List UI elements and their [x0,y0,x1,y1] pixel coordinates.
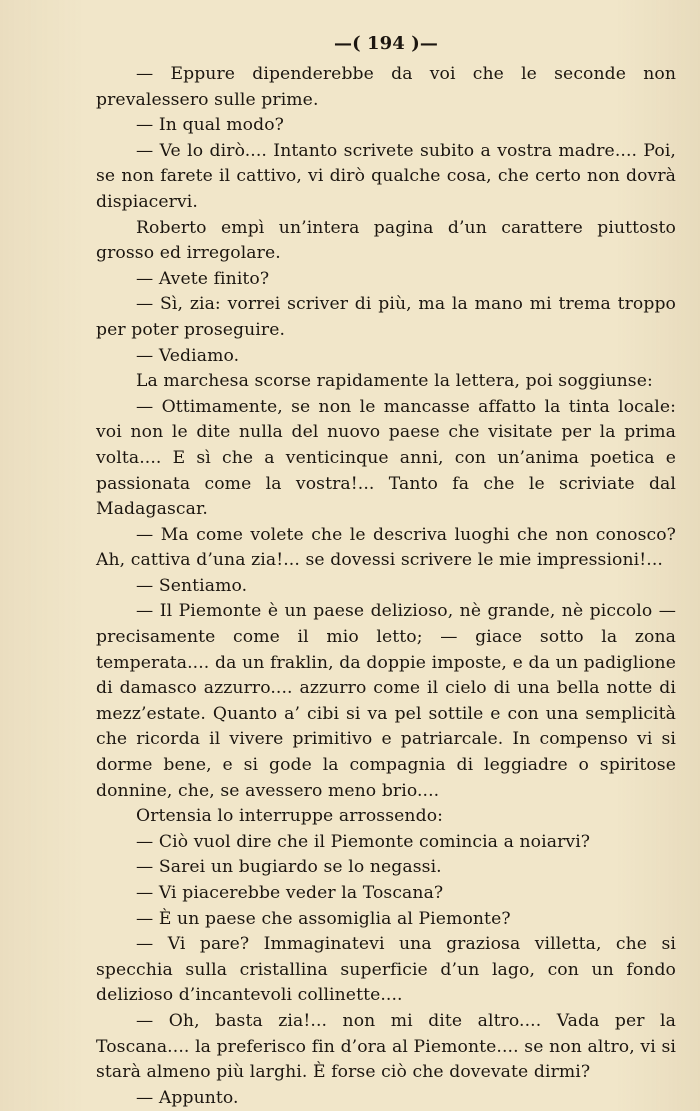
paragraph: Roberto empì un’intera pagina d’un carattere piuttosto grosso ed irregolare. [96,217,676,264]
paragraph: — È un paese che assomiglia al Piemonte? [136,908,511,929]
paragraph: — Vediamo. [136,345,240,366]
page-number-header: —( 194 )— [333,33,439,54]
paragraph: — Appunto. [136,1087,239,1108]
paragraph: — Ottimamente, se non le mancasse affatto la tinta locale: voi non le dite nulla del nuovo paese che visitate per la prima volta.... E sì che a venticinque anni, con un’anima poetica e passionata come la vostra!... Tanto fa che le scriviate dal Madagascar. [96,396,676,520]
paragraph: — Sentiamo. [136,575,248,596]
page-body [96,30,676,1111]
paragraph: — Vi piacerebbe veder la Toscana? [136,883,444,903]
paragraph: — Sarei un bugiardo se lo negassi. [136,857,442,878]
paragraph: Ortensia lo interruppe arrossendo: [136,806,444,827]
paragraph: La marchesa scorse rapidamente la lettera, poi soggiunse: [136,371,653,392]
paragraph: — Avete finito? [136,268,270,289]
paragraph: — Ma come volete che le descriva luoghi che non conosco? Ah, cattiva d’una zia!... se dovessi scrivere le mie impressioni!... [96,524,676,571]
paragraph: — Sì, zia: vorrei scriver di più, ma la mano mi trema troppo per poter proseguire. [96,294,676,340]
paragraph: — Vi pare? Immaginatevi una graziosa villetta, che si specchia sulla cristallina superficie d’un lago, con un fondo delizioso d’incantevoli collinette.... [96,934,676,1006]
paragraph: — Ciò vuol dire che il Piemonte comincia a noiarvi? [136,831,591,852]
paragraph: — Eppure dipenderebbe da voi che le seconde non prevalessero sulle prime. [96,64,676,110]
paragraph: — Ve lo dirò.... Intanto scrivete subito a vostra madre.... Poi, se non farete il cattivo, vi dirò qualche cosa, che certo non dovrà dispiacervi. [96,140,676,212]
paragraph: — Oh, basta zia!... non mi dite altro.... Vada per la Toscana.... la preferisco fin d’ora al Piemonte.... se non altro, vi si starà almeno più larghi. È forse ciò che dovevate dirmi? [96,1010,676,1083]
paragraph: — Il Piemonte è un paese delizioso, nè grande, nè piccolo — precisamente come il mio letto; — giace sotto la zona temperata.... da un fraklin, da doppie imposte, e da un padiglione di damasco azzurro.... azzurro come il cielo di una bella notte di mezz’estate. Quanto a’ cibi si va pel sottile e con una semplicità che ricorda il vivere primitivo e patriarcale. In compenso vi si dorme bene, e si gode la compagnia di leggiadre o spiritose donnine, che, se avessero meno brio.... [96,601,676,801]
paragraph: — In qual modo? [136,115,284,136]
